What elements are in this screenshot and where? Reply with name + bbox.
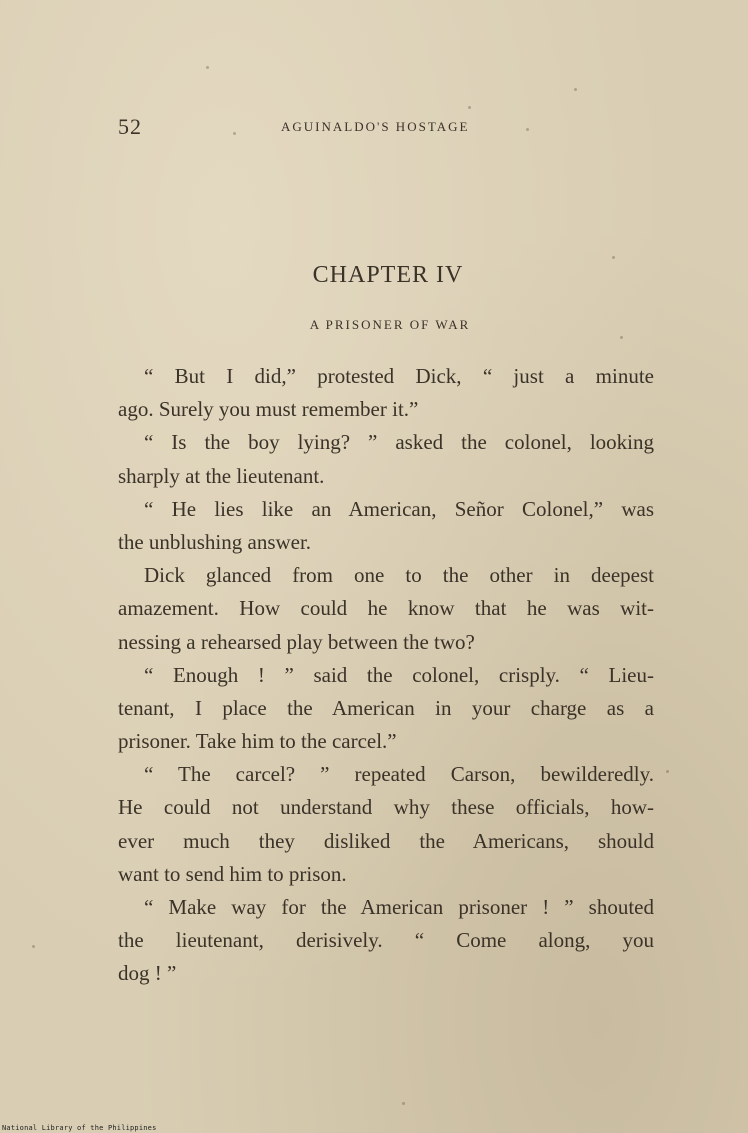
running-head (118, 114, 508, 138)
body-text (118, 360, 654, 991)
text-line: He could not understand why these officials, how- (118, 795, 654, 820)
text-line: nessing a rehearsed play between the two? (118, 629, 475, 654)
text-line: “ The carcel? ” repeated Carson, bewilderedly. (144, 762, 654, 787)
paper-speck (32, 945, 35, 948)
paper-speck (620, 336, 623, 339)
text-line: prisoner. Take him to the carcel.” (118, 729, 397, 754)
paper-speck (206, 66, 209, 69)
library-credit: National Library of the Philippines (2, 1124, 157, 1132)
running-head-title: AGUINALDO'S HOSTAGE (281, 119, 470, 134)
paper-speck (402, 1102, 405, 1105)
text-line: the lieutenant, derisively. “ Come along, you (118, 928, 654, 953)
text-line: tenant, I place the American in your charge as a (118, 695, 654, 720)
text-line: sharply at the lieutenant. (118, 463, 325, 488)
text-line: ever much they disliked the Americans, should (118, 828, 654, 853)
text-line: want to send him to prison. (118, 861, 347, 886)
chapter-subtitle: A PRISONER OF WAR (309, 317, 471, 332)
text-line: “ Is the boy lying? ” asked the colonel, looking (144, 430, 654, 455)
paper-speck (526, 128, 529, 131)
chapter-title: CHAPTER IV (312, 262, 464, 288)
paper-speck (468, 106, 471, 109)
text-line: Dick glanced from one to the other in deepest (144, 563, 654, 588)
text-line: the unblushing answer. (118, 529, 312, 554)
text-line: “ Enough ! ” said the colonel, crisply. “ Lieu- (144, 662, 654, 687)
text-line: dog ! ” (118, 961, 177, 986)
text-line: “ But I did,” protested Dick, “ just a minute (144, 364, 654, 388)
paper-speck (574, 88, 577, 91)
text-line: “ He lies like an American, Señor Colonel,” was (144, 496, 654, 521)
paper-speck (612, 256, 615, 259)
paper-speck (666, 770, 669, 773)
text-line: ago. Surely you must remember it.” (118, 397, 419, 422)
text-line: “ Make way for the American prisoner ! ” shouted (144, 895, 654, 919)
page-number: 52 (118, 114, 142, 139)
text-line: amazement. How could he know that he was wit- (118, 596, 654, 621)
